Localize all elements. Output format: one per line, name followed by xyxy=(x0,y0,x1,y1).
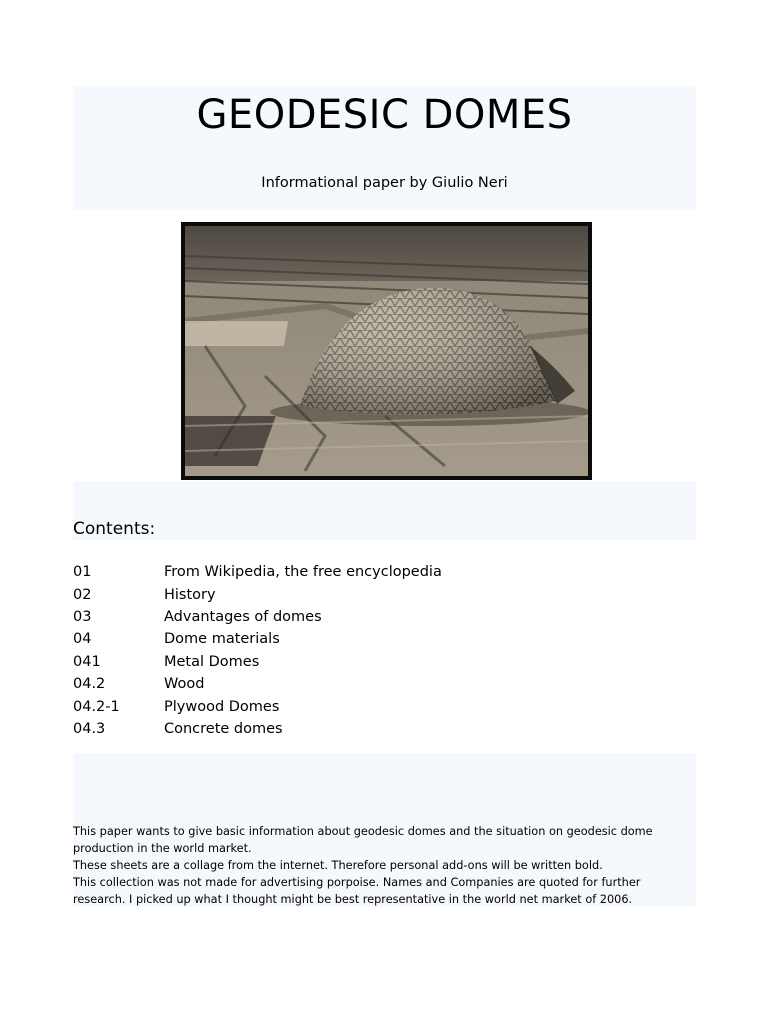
toc-item-label: Advantages of domes xyxy=(164,608,322,625)
toc-item[interactable] xyxy=(73,561,633,583)
toc-item-label: History xyxy=(164,586,216,603)
toc-item-number: 041 xyxy=(73,653,101,670)
toc-item-label: Metal Domes xyxy=(164,653,260,670)
toc-item-number: 01 xyxy=(73,564,92,581)
toc-item-label: Plywood Domes xyxy=(164,698,280,715)
toc-item[interactable] xyxy=(73,583,633,605)
toc-item-number: 04.2 xyxy=(73,676,106,693)
toc-item[interactable] xyxy=(73,718,633,740)
toc-item-label: Concrete domes xyxy=(164,720,283,737)
toc-item-label: From Wikipedia, the free encyclopedia xyxy=(164,564,442,581)
document-title: GEODESIC DOMES xyxy=(196,92,573,138)
toc-item[interactable] xyxy=(73,628,633,650)
toc-item-label: Dome materials xyxy=(164,631,280,648)
toc-item-label: Wood xyxy=(164,676,205,693)
geodesic-dome-photo xyxy=(181,222,592,480)
toc-item-number: 04.3 xyxy=(73,720,106,737)
toc-item[interactable] xyxy=(73,695,633,717)
toc-item-number: 02 xyxy=(73,586,92,603)
toc-item[interactable] xyxy=(73,673,633,695)
toc-item[interactable] xyxy=(73,651,633,673)
contents-heading: Contents: xyxy=(73,519,156,539)
toc-item-number: 03 xyxy=(73,608,92,625)
notes-paragraph-source: These sheets are a collage from the internet. Therefore personal add-ons will be written bold. xyxy=(73,859,603,872)
document-subtitle: Informational paper by Giulio Neri xyxy=(261,175,508,191)
notes-paragraph-disclaimer: This collection was not made for advertising porpoise. Names and Companies are quoted for further research. I picked up what I thought might be best representative in the world net market of 2006. xyxy=(73,876,641,906)
toc-item-number: 04 xyxy=(73,631,92,648)
table-of-contents xyxy=(73,561,633,740)
notes-paragraph-purpose: This paper wants to give basic information about geodesic domes and the situation on geodesic dome production in the world market. xyxy=(73,825,653,855)
contents-band xyxy=(73,481,696,540)
intro-notes xyxy=(73,823,693,908)
toc-item-number: 04.2-1 xyxy=(73,698,120,715)
toc-item[interactable] xyxy=(73,606,633,628)
dome-illustration xyxy=(185,226,588,476)
